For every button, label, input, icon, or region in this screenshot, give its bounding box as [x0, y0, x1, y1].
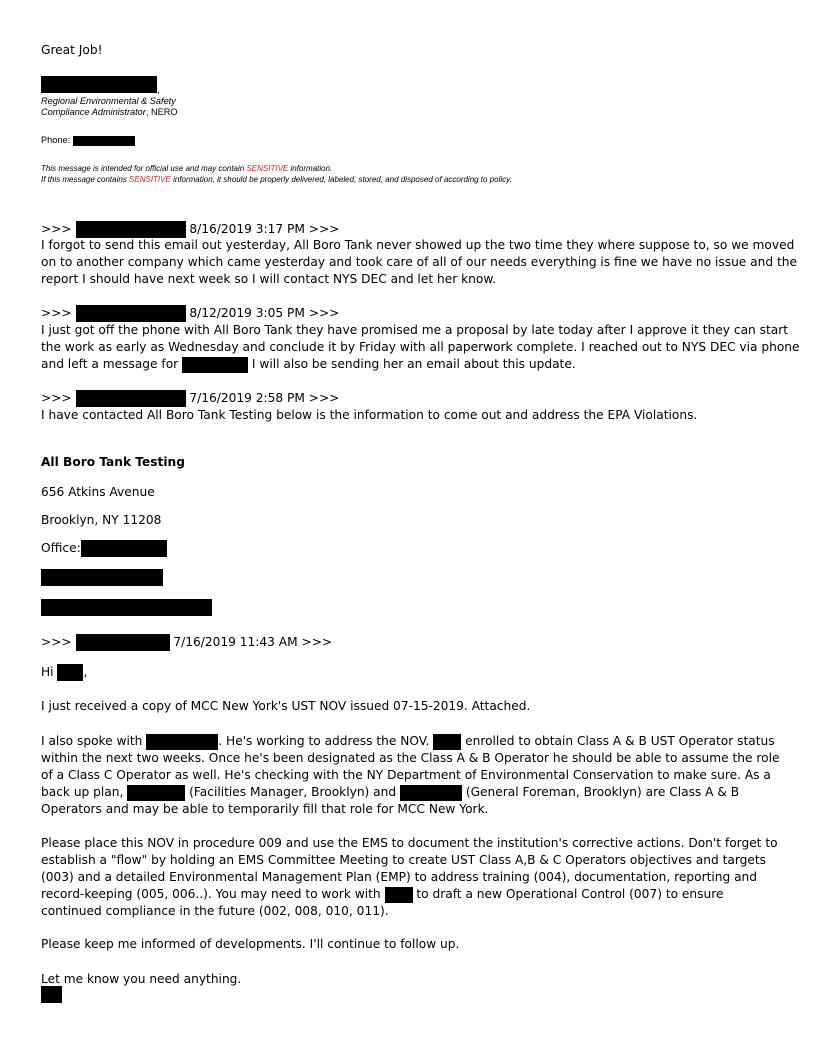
paragraph-3: Please place this NOV in procedure 009 and use the EMS to document the institution's corrective actions. Don't forget to establish a "flow" by holding an EMS Committee Meeting to create UST Class A,B & C Operators objectives and targets (003) and a detailed Environmental Management Plan (EMP) to address training (004), documentation, reporting and record-keeping (005, 006..). You may need to work with to draft a new Operational Control (007) to ensure continued compliance in the future (002, 008, 010, 011).: [41, 836, 778, 918]
paragraph-2: I also spoke with . He's working to address the NOV. enrolled to obtain Class A & B UST Operator status within the next two weeks. Once he's been designated as the Class A & B Operator he should be able to assume the role of a Class C Operator as well. He's checking with the NY Department of Environmental Conservation to make sure. As a back up plan, (Facilities Manager, Brooklyn) and (General Foreman, Brooklyn) are Class A & B Operators and may be able to temporarily fill that role for MCC New York.: [41, 734, 780, 816]
comma-mark: ,: [157, 86, 160, 96]
redacted-line: [41, 569, 163, 586]
redacted-name: [41, 76, 157, 93]
company-address-1: 656 Atkins Avenue: [41, 485, 155, 499]
disclaimer-1: This message is intended for official use and may contain SENSITIVE information.: [41, 164, 333, 173]
message-line: report I should have next week so I will contact NYS DEC and let her know.: [41, 272, 497, 286]
company-name: All Boro Tank Testing: [41, 455, 185, 469]
message-line: on to another company which came yesterday and took care of all of our needs everything is fine we have no issue and the: [41, 255, 797, 269]
redacted-name: [57, 664, 83, 681]
greeting-text: Great Job!: [41, 43, 103, 57]
paragraph-5: Let me know you need anything.: [41, 972, 242, 986]
redacted-name: [127, 785, 185, 801]
message-line: I forgot to send this email out yesterday, All Boro Tank never showed up the two time they where suppose to, so we moved: [41, 238, 795, 252]
message-line: the work as early as Wednesday and conclude it by Friday with all paperwork complete. I reached out to NYS DEC via phone: [41, 340, 800, 354]
redacted-sender: [76, 634, 170, 651]
message-line: I have contacted All Boro Tank Testing below is the information to come out and address the EPA Violations.: [41, 408, 698, 422]
message-line: I just got off the phone with All Boro Tank they have promised me a proposal by late today after I approve it they can start: [41, 323, 789, 337]
company-office: Office:: [41, 540, 167, 557]
paragraph-4: Please keep me informed of developments. I'll continue to follow up.: [41, 937, 460, 951]
redacted-name: [146, 734, 218, 750]
redacted-sender: [76, 221, 186, 238]
company-address-2: Brooklyn, NY 11208: [41, 513, 162, 527]
phone-line: Phone:: [41, 135, 135, 146]
redacted-phone: [73, 136, 135, 146]
message-header: >>> 7/16/2019 2:58 PM >>>: [41, 391, 340, 405]
redacted-sender: [76, 305, 186, 322]
original-greeting: Hi ,: [41, 665, 88, 679]
paragraph-1: I just received a copy of MCC New York's UST NOV issued 07-15-2019. Attached.: [41, 699, 531, 713]
message-line: and left a message for I will also be sending her an email about this update.: [41, 357, 576, 371]
redacted-name: [182, 357, 248, 373]
redacted-name: [400, 785, 462, 801]
message-header: >>> 8/12/2019 3:05 PM >>>: [41, 306, 340, 320]
redacted-phone: [81, 540, 167, 557]
redacted-line: [41, 599, 212, 616]
redacted-signature: [41, 986, 62, 1003]
redacted-name: [385, 887, 413, 903]
message-header: >>> 7/16/2019 11:43 AM >>>: [41, 635, 333, 649]
redacted-name: [433, 734, 461, 750]
redacted-sender: [76, 390, 186, 407]
signature-title-1: Regional Environmental & Safety: [41, 96, 176, 106]
message-header: >>> 8/16/2019 3:17 PM >>>: [41, 222, 340, 236]
disclaimer-2: If this message contains SENSITIVE information, it should be properly delivered, labeled, stored, and disposed of according to policy.: [41, 175, 512, 184]
signature-title-2: Compliance Administrator, NERO: [41, 107, 178, 117]
